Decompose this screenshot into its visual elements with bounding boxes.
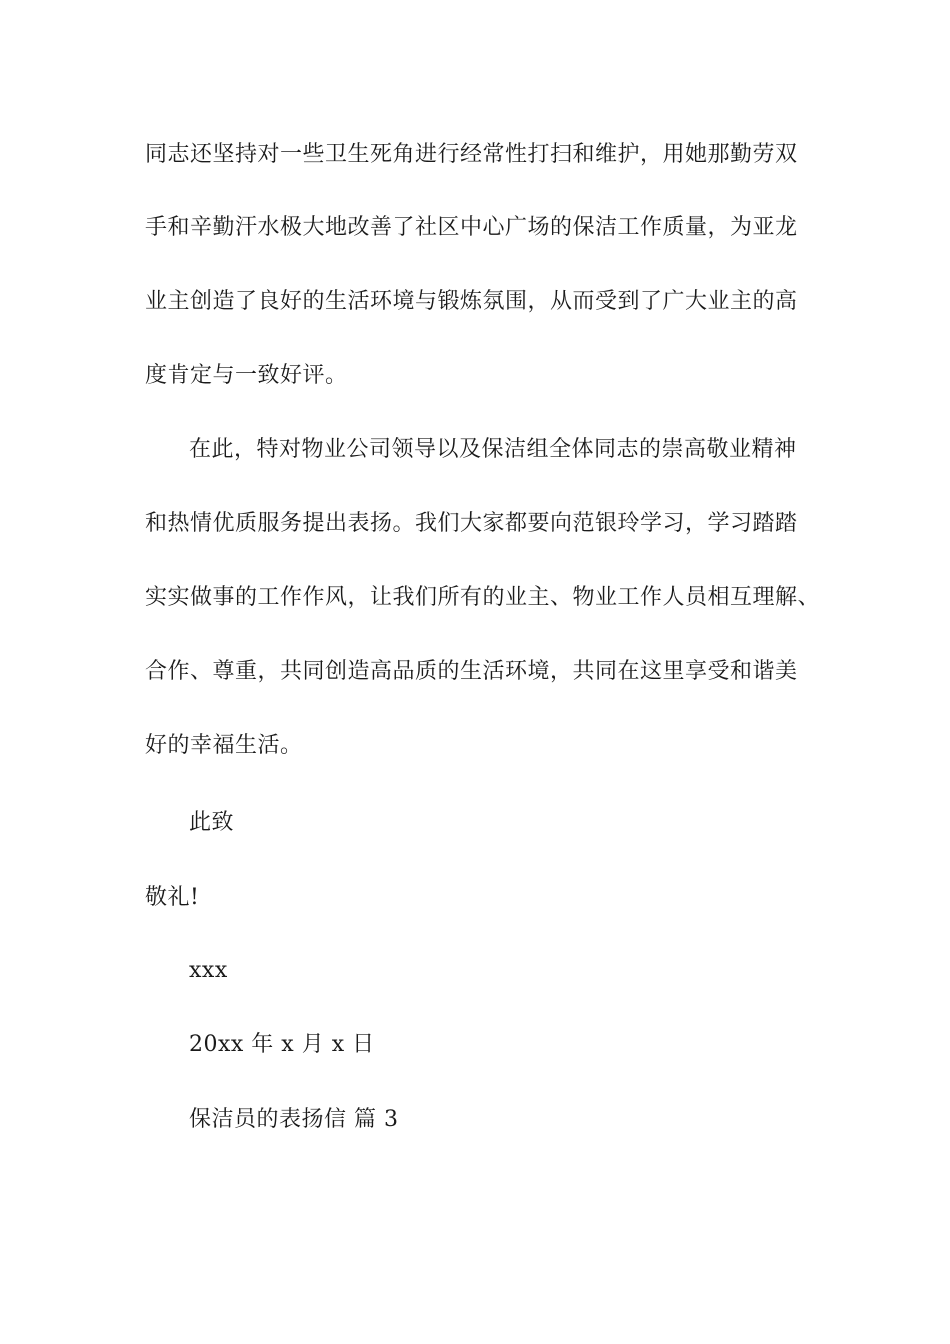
paragraph-2-line-2: 和热情优质服务提出表扬。我们大家都要向范银玲学习，学习踏踏: [145, 511, 798, 536]
paragraph-2-line-5: 好的幸福生活。: [145, 733, 303, 758]
next-section-title: 保洁员的表扬信 篇 3: [189, 1107, 399, 1132]
closing-regards: 敬礼!: [145, 885, 200, 910]
paragraph-1-line-4: 度肯定与一致好评。: [145, 363, 348, 388]
date: 20xx 年 x 月 x 日: [189, 1032, 375, 1057]
paragraph-2-line-1: 在此，特对物业公司领导以及保洁组全体同志的崇高敬业精神: [189, 437, 797, 462]
paragraph-1-line-1: 同志还坚持对一些卫生死角进行经常性打扫和维护，用她那勤劳双: [145, 142, 798, 167]
signature: xxx: [189, 958, 228, 983]
paragraph-2-line-3: 实实做事的工作作风，让我们所有的业主、物业工作人员相互理解、: [145, 585, 821, 610]
closing-salutation: 此致: [189, 810, 235, 835]
paragraph-1-line-3: 业主创造了良好的生活环境与锻炼氛围，从而受到了广大业主的高: [145, 289, 798, 314]
paragraph-2-line-4: 合作、尊重，共同创造高品质的生活环境，共同在这里享受和谐美: [145, 659, 798, 684]
paragraph-1-line-2: 手和辛勤汗水极大地改善了社区中心广场的保洁工作质量，为亚龙: [145, 215, 798, 240]
